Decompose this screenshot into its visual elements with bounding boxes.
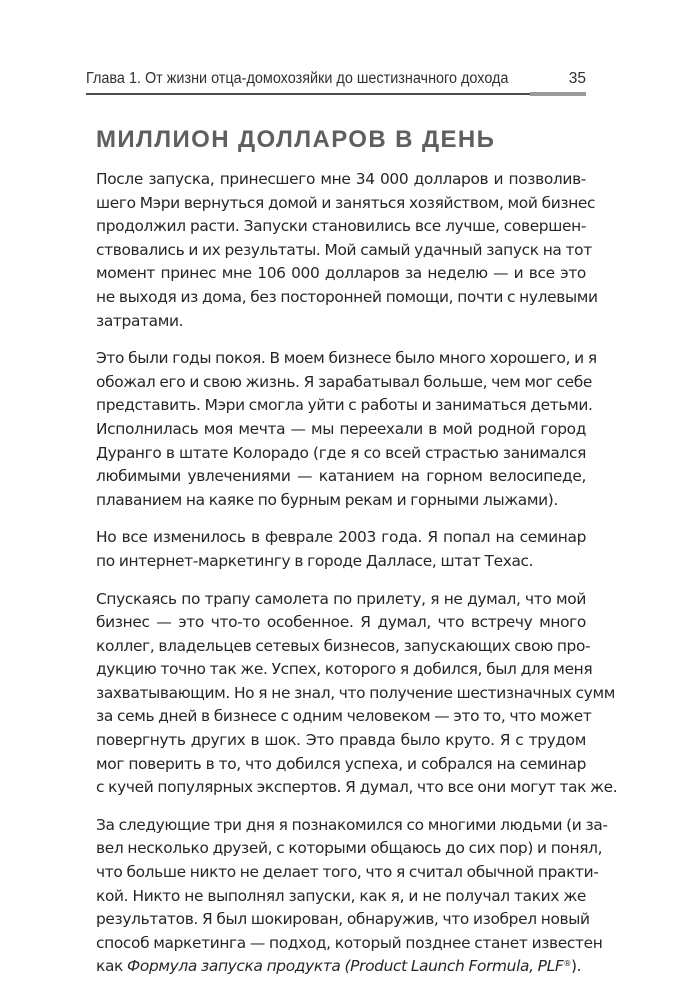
text-line: продолжил расти. Запуски становились все лучше, совершен-: [96, 217, 586, 236]
text-line: За следующие три дня я познакомился со многими людьми (и за-: [96, 815, 608, 834]
text-line: повергнуть других в шок. Это правда было круто. Я с трудом: [96, 731, 586, 750]
header-rule-accent: [530, 92, 586, 96]
paragraph-5: [96, 814, 608, 979]
text-line: результатов. Я был шокирован, обнаружив, что изобрел новый: [96, 910, 590, 929]
text-line: плаванием на каяке по бурным рекам и горными лыжами).: [96, 490, 558, 509]
text-line: После запуска, принесшего мне 34 000 долларов и позволив-: [96, 170, 586, 188]
text-line: захватывающим. Но я не знал, что получение шестизначных сумм: [96, 683, 615, 702]
paragraph-2: [96, 347, 597, 512]
text-line: затратами.: [96, 311, 184, 330]
header-rule: [86, 93, 586, 95]
text-line: Но все изменилось в феврале 2003 года. Я попал на семинар: [96, 528, 586, 547]
text-line: кой. Никто не выполнял запуски, как я, и не получал таких же: [96, 886, 586, 905]
text-line: коллег, владельцев сетевых бизнесов, запускающих свою про-: [96, 636, 591, 655]
text-line: что больше никто не делает того, что я считал обычной практи-: [96, 863, 599, 882]
text-line: с кучей популярных экспертов. Я думал, что все они могут так же.: [96, 778, 618, 797]
text-line: момент принес мне 106 000 долларов за неделю — и все это: [96, 264, 586, 283]
text-line: по интернет-маркетингу в городе Далласе, штат Техас.: [96, 551, 534, 570]
book-title-italic: Формула запуска продукта (Product Launch Formula, PLF: [127, 957, 564, 976]
text-line: мог поверить в то, что добился успеха, и собрался на семинар: [96, 754, 586, 773]
body-text: [96, 168, 618, 993]
text-line: любимыми увлечениями — катанием на горном велосипеде,: [96, 467, 586, 486]
text-line: за семь дней в бизнесе с одним человеком — это то, что может: [96, 707, 592, 726]
section-title: МИЛЛИОН ДОЛЛАРОВ В ДЕНЬ: [96, 126, 496, 153]
text-fragment: ).: [571, 957, 582, 976]
chapter-title: Глава 1. От жизни отца-домохозяйки до шестизначного дохода: [86, 70, 509, 87]
text-line: дукцию точно так же. Успех, которого я добился, был для меня: [96, 660, 593, 679]
text-line: представить. Мэри смогла уйти с работы и заниматься детьми.: [96, 396, 593, 415]
text-line: ствовались и их результаты. Мой самый удачный запуск на тот: [96, 240, 592, 259]
text-line: Дуранго в штате Колорадо (где я со всей страстью занимался: [96, 443, 586, 462]
paragraph-1: [96, 168, 598, 333]
text-line: обожал его и свою жизнь. Я зарабатывал больше, чем мог себе: [96, 372, 593, 391]
text-line: не выходя из дома, без посторонней помощи, почти с нулевыми: [96, 287, 598, 306]
text-line: бизнес — это что-то особенное. Я думал, что встречу много: [96, 613, 586, 632]
text-line: Это были годы покоя. В моем бизнесе было много хорошего, и я: [96, 349, 597, 368]
text-fragment: как: [96, 957, 128, 976]
text-line: способ маркетинга — подход, который позднее станет известен: [96, 933, 603, 952]
text-line-last: [96, 955, 586, 979]
paragraph-4: [96, 588, 618, 800]
text-line: шего Мэри вернуться домой и заняться хозяйством, мой бизнес: [96, 193, 596, 212]
text-line: Спускаясь по трапу самолета по прилету, я не думал, что мой: [96, 589, 586, 608]
text-line: вел несколько друзей, с которыми общаюсь до сих пор) и понял,: [96, 839, 603, 858]
paragraph-3: [96, 526, 586, 573]
text-line: Исполнилась моя мечта — мы переехали в мой родной город: [96, 419, 586, 438]
page-number: 35: [568, 70, 586, 87]
registered-mark: ®: [563, 959, 571, 969]
